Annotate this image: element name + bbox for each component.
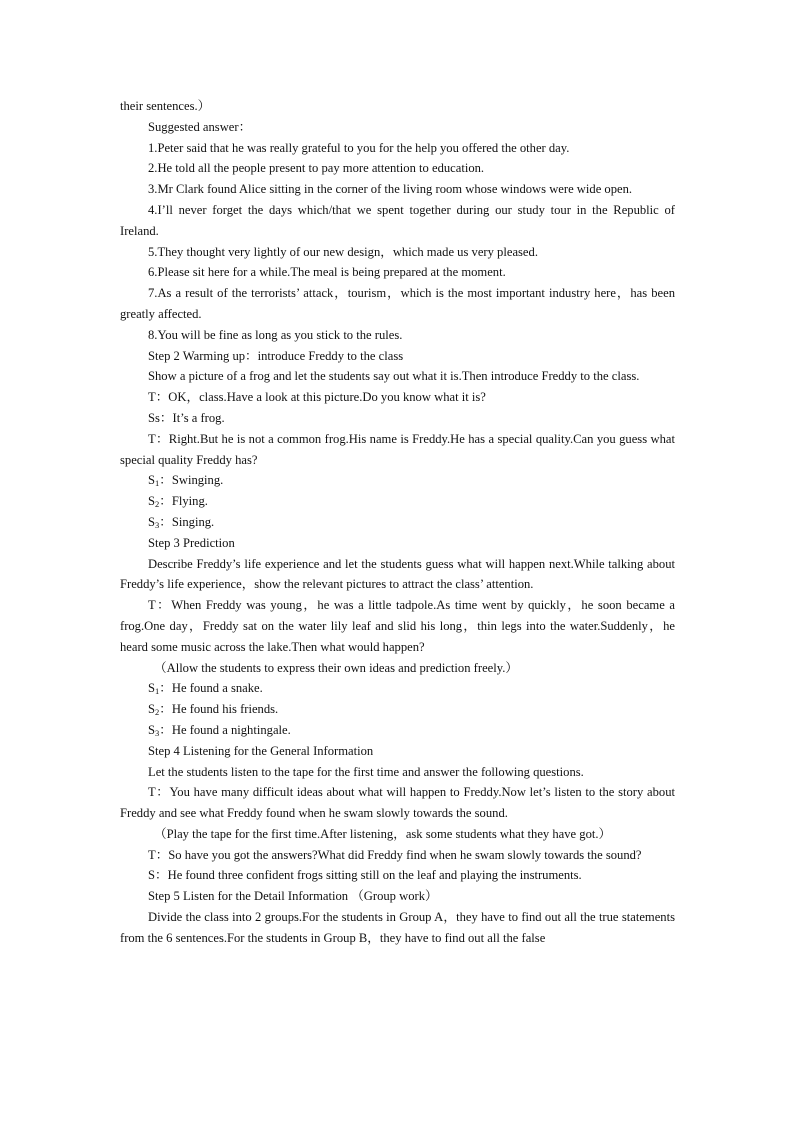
step-4-instruction: Let the students listen to the tape for the first time and answer the following questions.: [148, 764, 584, 779]
student-answer-line: [120, 512, 675, 533]
step-5-heading: Step 5 Listen for the Detail Information （Group work）: [148, 889, 438, 904]
answer-text: ：Swinging.: [159, 473, 224, 488]
answer-text: ：He found a nightingale.: [159, 722, 291, 737]
step-2-instruction: Show a picture of a frog and let the students say out what it is.Then introduce Freddy to the class.: [148, 369, 640, 384]
paragraph-continuation: their sentences.）: [120, 99, 211, 113]
speaker-label: S: [148, 681, 156, 696]
answer-text: ：He found a snake.: [159, 681, 263, 696]
answer-2: 2.He told all the people present to pay more attention to education.: [148, 161, 485, 176]
answer-text: ：He found his friends.: [159, 702, 279, 717]
answer-text: ：Flying.: [159, 494, 208, 509]
suggested-answer-heading: Suggested answer：: [148, 119, 252, 134]
answer-6: 6.Please sit here for a while.The meal is being prepared at the moment.: [148, 265, 506, 280]
student-answer-line: [120, 720, 675, 741]
answer-8: 8.You will be fine as long as you stick to the rules.: [148, 327, 403, 342]
teacher-note: （Allow the students to express their own ideas and prediction freely.）: [154, 660, 518, 675]
dialogue-student-answer: S：He found three confident frogs sitting still on the leaf and playing the instruments.: [148, 868, 582, 883]
teacher-note-2: （Play the tape for the first time.After listening，ask some students what they have got.）: [154, 826, 612, 841]
step-4-heading: Step 4 Listening for the General Information: [148, 743, 374, 758]
answer-1: 1.Peter said that he was really grateful to you for the help you offered the other day.: [148, 140, 570, 155]
speaker-label: S: [148, 514, 156, 529]
speaker-label: S: [148, 494, 156, 509]
step-5-instruction: Divide the class into 2 groups.For the students in Group A，they have to find out all the true statements from the 6 sentences.For the students in Group B，they have to find out all the false: [120, 910, 675, 945]
step-3-instruction: Describe Freddy’s life experience and let the students guess what will happen next.While talking about Freddy’s life experience，show the relevant pictures to attract the class’ attention.: [120, 556, 675, 592]
step-2-heading: Step 2 Warming up：introduce Freddy to the class: [148, 348, 404, 363]
dialogue-teacher-1: T：OK，class.Have a look at this picture.Do you know what it is?: [148, 390, 486, 405]
student-answer-line: [120, 491, 675, 512]
student-answer-line: [120, 678, 675, 699]
speaker-number: 3: [155, 519, 160, 530]
speaker-number: 2: [155, 499, 160, 510]
speaker-number: 1: [155, 686, 160, 697]
dialogue-teacher-3: T：When Freddy was young，he was a little tadpole.As time went by quickly，he soon became a frog.One day，Freddy sat on the water lily leaf and slid his long，thin legs into the water.Suddenly，he heard some music across the lake.Then what would happen?: [120, 598, 675, 654]
speaker-label: S: [148, 473, 156, 488]
answer-7: 7.As a result of the terrorists’ attack，tourism，which is the most important industry here，has been greatly affected.: [120, 286, 675, 321]
step-3-heading: Step 3 Prediction: [148, 535, 235, 550]
dialogue-teacher-4: T：You have many difficult ideas about what will happen to Freddy.Now let’s listen to the story about Freddy and see what Freddy found when he swam slowly towards the sound.: [120, 785, 675, 821]
answer-5: 5.They thought very lightly of our new design，which made us very pleased.: [148, 244, 538, 259]
student-answer-line: [120, 470, 675, 491]
answer-text: ：Singing.: [159, 514, 215, 529]
speaker-label: S: [148, 702, 156, 717]
student-answer-line: [120, 699, 675, 720]
speaker-number: 1: [155, 478, 160, 489]
dialogue-students-1: Ss：It’s a frog.: [148, 410, 225, 425]
speaker-label: S: [148, 722, 156, 737]
speaker-number: 2: [155, 707, 160, 718]
dialogue-teacher-2: T：Right.But he is not a common frog.His name is Freddy.He has a special quality.Can you guess what special quality Freddy has?: [120, 431, 675, 467]
dialogue-teacher-5: T：So have you got the answers?What did Freddy find when he swam slowly towards the sound?: [148, 847, 642, 862]
answer-3: 3.Mr Clark found Alice sitting in the corner of the living room whose windows were wide open.: [148, 182, 633, 197]
answer-4: 4.I’ll never forget the days which/that we spent together during our study tour in the Republic of Ireland.: [120, 202, 675, 238]
document-page: [120, 96, 675, 949]
speaker-number: 3: [155, 727, 160, 738]
